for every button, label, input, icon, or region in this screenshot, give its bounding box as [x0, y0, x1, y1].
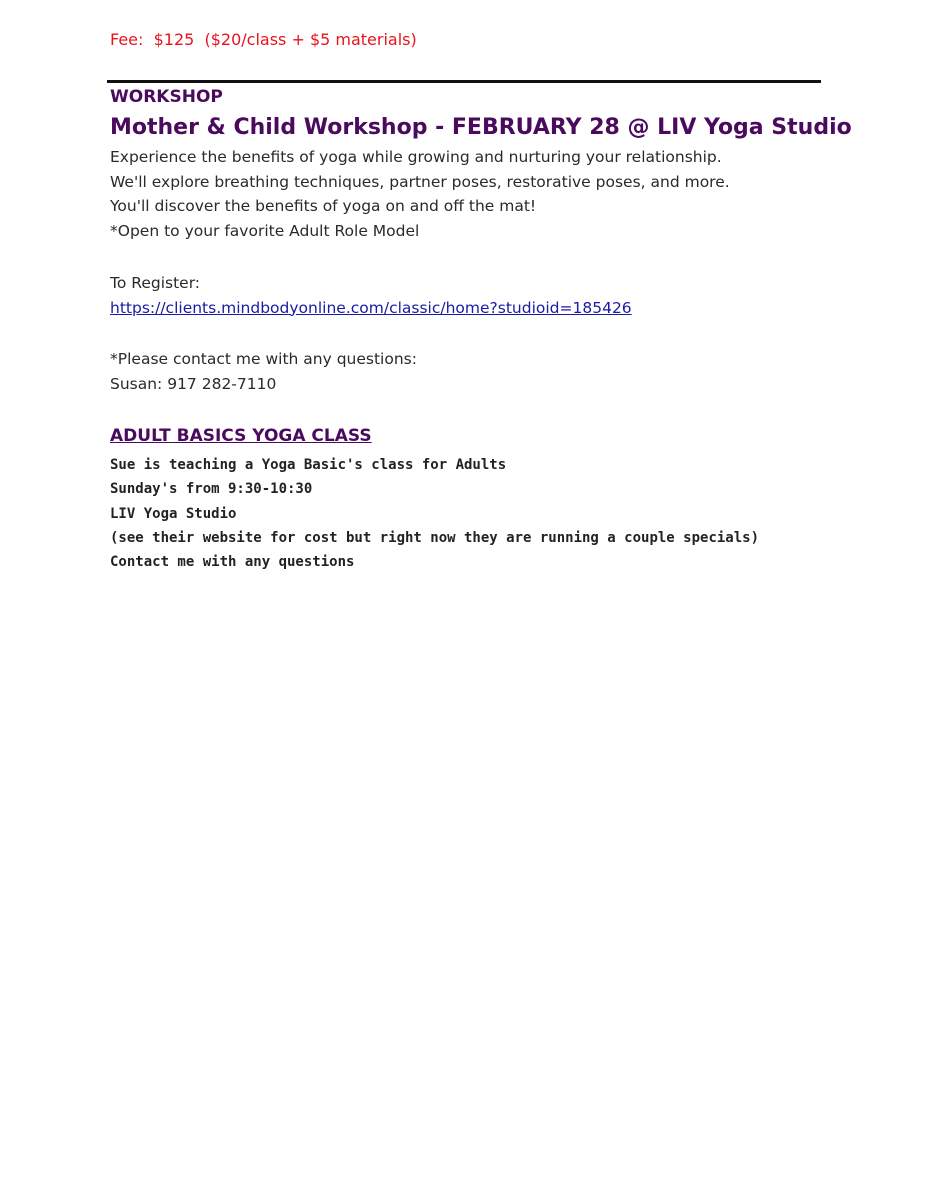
- contact-block: [110, 347, 417, 396]
- register-block: [110, 271, 632, 320]
- description-line: *Open to your favorite Adult Role Model: [110, 221, 420, 240]
- description-line: Experience the benefits of yoga while growing and nurturing your relationship.: [110, 148, 722, 166]
- workshop-title: Mother & Child Workshop - FEBRUARY 28 @ LIV Yoga Studio: [110, 115, 852, 140]
- contact-phone: Susan: 917 282-7110: [110, 374, 277, 393]
- adult-class-line: (see their website for cost but right now they are running a couple specials): [110, 529, 760, 546]
- fee-text: Fee: $125 ($20/class + $5 materials): [110, 30, 417, 49]
- adult-class-line: Sue is teaching a Yoga Basic's class for Adults: [110, 457, 507, 473]
- adult-class-details: [110, 453, 759, 574]
- description-line: We'll explore breathing techniques, partner poses, restorative poses, and more.: [110, 172, 730, 191]
- register-link[interactable]: https://clients.mindbodyonline.com/classic/home?studioid=185426: [110, 298, 632, 317]
- section-divider: [107, 80, 821, 83]
- adult-class-line: Contact me with any questions: [110, 554, 355, 571]
- workshop-description: [110, 145, 730, 243]
- workshop-label: WORKSHOP: [110, 87, 223, 107]
- adult-class-line: LIV Yoga Studio: [110, 505, 237, 522]
- register-label: To Register:: [110, 274, 201, 292]
- adult-class-heading: ADULT BASICS YOGA CLASS: [110, 426, 372, 446]
- description-line: You'll discover the benefits of yoga on and off the mat!: [110, 197, 537, 215]
- adult-class-line: Sunday's from 9:30-10:30: [110, 481, 313, 498]
- contact-prompt: *Please contact me with any questions:: [110, 350, 417, 368]
